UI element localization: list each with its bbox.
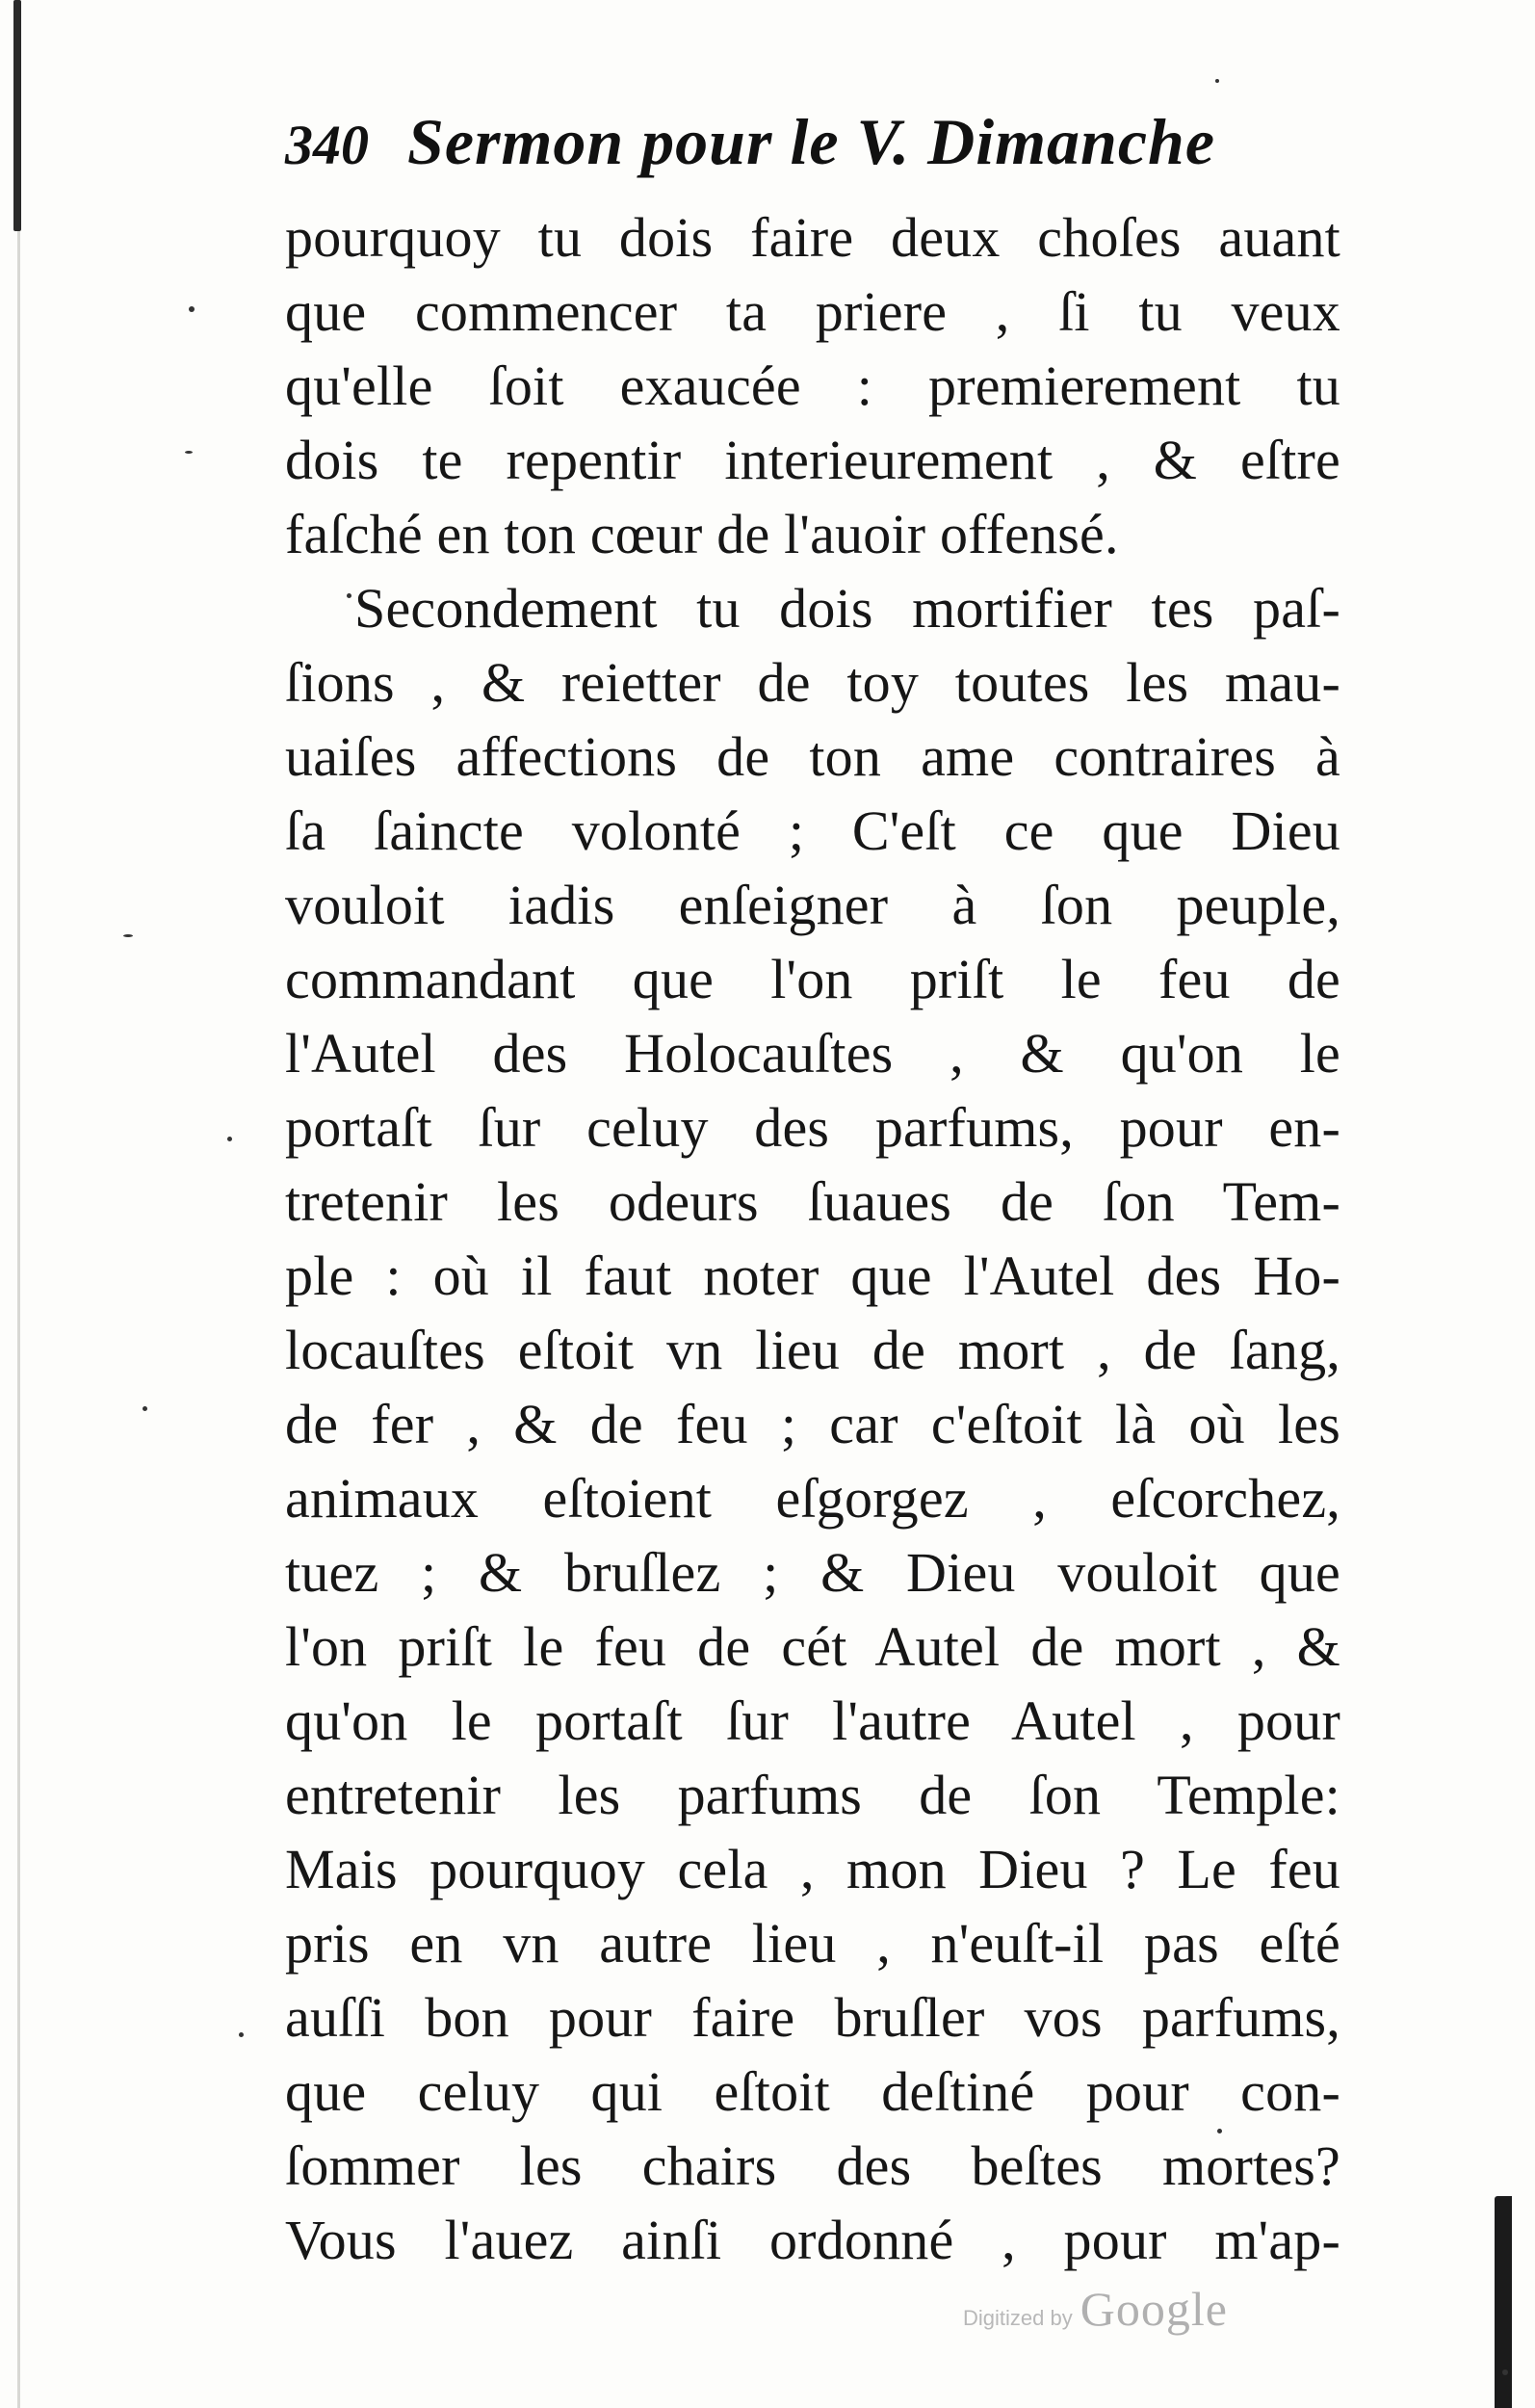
- text-line: Mais pourquoy cela , mon Dieu ? Le feu: [285, 1838, 1340, 1900]
- print-speck: [189, 306, 195, 312]
- text-line: animaux eſtoient eſgorgez , eſcorchez,: [285, 1467, 1340, 1530]
- binding-edge-shadow: [13, 0, 21, 231]
- text-line: qu'elle ſoit exaucée : premierement tu: [285, 354, 1340, 417]
- text-line: pris en vn autre lieu , n'euſt-il pas eſté: [285, 1912, 1340, 1975]
- text-line: dois te repentir interieurement , & eſtre: [285, 429, 1340, 491]
- text-line: Vous l'auez ainſi ordonné , pour m'ap-: [285, 2209, 1340, 2271]
- page-number: 340: [285, 114, 369, 176]
- text-line: ple : où il faut noter que l'Autel des Ho-: [285, 1244, 1340, 1307]
- text-line-paragraph-start: Secondement tu dois mortifier tes paſ-: [354, 577, 1340, 640]
- text-line: tretenir les odeurs ſuaues de ſon Tem-: [285, 1170, 1340, 1233]
- text-line: de fer , & de feu ; car c'eſtoit là où les: [285, 1393, 1340, 1455]
- print-speck: [185, 451, 193, 454]
- print-speck: [239, 2032, 244, 2037]
- digitized-watermark: [963, 2281, 1228, 2337]
- print-speck: [1502, 2369, 1508, 2375]
- text-line: faſché en ton cœur de l'auoir offensé.: [285, 503, 1119, 565]
- text-line: ſommer les chairs des beſtes mortes?: [285, 2134, 1340, 2197]
- text-line: uaiſes affections de ton ame contraires à: [285, 725, 1340, 788]
- watermark-prefix: Digitized by: [963, 2306, 1073, 2330]
- sermon-text: [285, 200, 1340, 2277]
- right-edge-mark: [1495, 2196, 1512, 2408]
- text-line: auſſi bon pour faire bruſler vos parfums,: [285, 1986, 1340, 2049]
- google-logo: Google: [1080, 2282, 1228, 2336]
- binding-edge-line: [17, 231, 20, 2408]
- text-line: portaſt ſur celuy des parfums, pour en-: [285, 1096, 1340, 1159]
- text-line: locauſtes eſtoit vn lieu de mort , de ſang,: [285, 1319, 1340, 1381]
- text-line: pourquoy tu dois faire deux choſes auant: [285, 206, 1340, 269]
- text-line: vouloit iadis enſeigner à ſon peuple,: [285, 874, 1340, 936]
- text-line: commandant que l'on priſt le feu de: [285, 948, 1340, 1010]
- print-speck: [143, 1406, 147, 1411]
- print-speck: [1215, 79, 1219, 83]
- text-line: l'on priſt le feu de cét Autel de mort , &: [285, 1615, 1340, 1678]
- page-header: [285, 104, 1296, 200]
- text-line: tuez ; & bruſlez ; & Dieu vouloit que: [285, 1541, 1340, 1604]
- running-head: Sermon pour le V. Dimanche: [407, 105, 1216, 178]
- print-speck: [227, 1137, 232, 1141]
- text-line: ſions , & reietter de toy toutes les mau-: [285, 651, 1340, 714]
- text-line: entretenir les parfums de ſon Temple:: [285, 1764, 1340, 1826]
- text-line: l'Autel des Holocauſtes , & qu'on le: [285, 1022, 1340, 1085]
- print-speck: [123, 934, 133, 937]
- text-line: qu'on le portaſt ſur l'autre Autel , pour: [285, 1689, 1340, 1752]
- text-line: que commencer ta priere , ſi tu veux: [285, 280, 1340, 343]
- text-line: que celuy qui eſtoit deſtiné pour con-: [285, 2060, 1340, 2123]
- text-line: ſa ſaincte volonté ; C'eſt ce que Dieu: [285, 799, 1340, 862]
